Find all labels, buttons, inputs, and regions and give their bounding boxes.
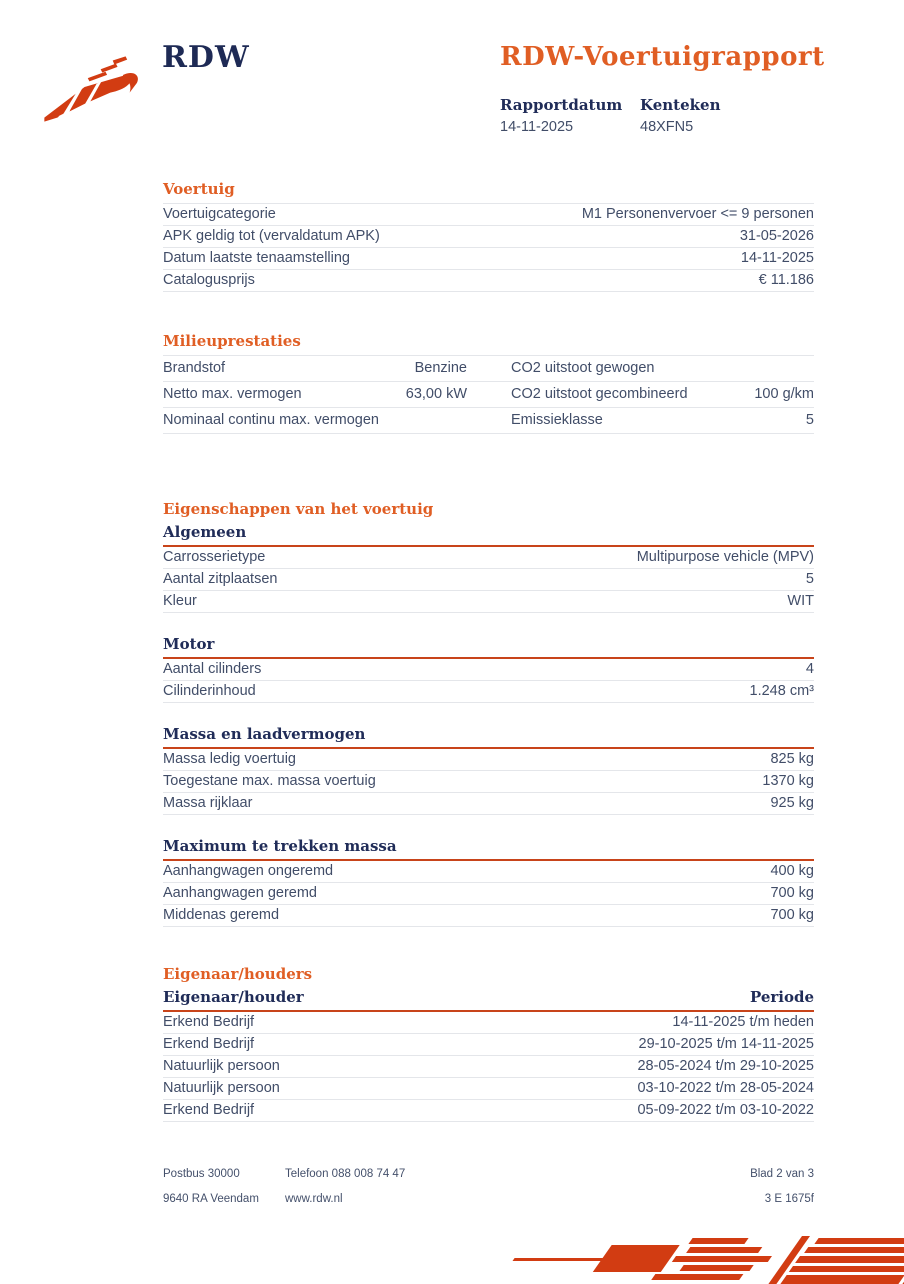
- rdw-feather-icon: [36, 50, 146, 124]
- subsection-title: Algemeen: [163, 523, 814, 547]
- row-label: Voertuigcategorie: [163, 206, 276, 222]
- row-label: Nominaal continu max. vermogen: [163, 412, 379, 428]
- period-cell: 29-10-2025 t/m 14-11-2025: [638, 1036, 814, 1052]
- table-row: [163, 408, 814, 434]
- row-label: Netto max. vermogen: [163, 386, 302, 402]
- owner-cell: Erkend Bedrijf: [163, 1036, 255, 1052]
- row-value: 925 kg: [770, 795, 814, 811]
- row-label: CO2 uitstoot gewogen: [511, 360, 655, 376]
- table-row: [163, 793, 814, 815]
- row-value: 31-05-2026: [739, 228, 814, 244]
- row-value: 5: [805, 571, 814, 587]
- row-label: Cilinderinhoud: [163, 683, 256, 699]
- footer-phone: Telefoon 088 008 74 47: [285, 1168, 406, 1180]
- table-row: [163, 356, 814, 382]
- table-row: [163, 591, 814, 613]
- row-label: APK geldig tot (vervaldatum APK): [163, 228, 380, 244]
- row-value: 700 kg: [770, 885, 814, 901]
- row-label: Aanhangwagen ongeremd: [163, 863, 334, 879]
- report-body: [163, 180, 814, 1122]
- period-cell: 14-11-2025 t/m heden: [672, 1014, 814, 1030]
- page-footer: [163, 1168, 814, 1218]
- period-cell: 05-09-2022 t/m 03-10-2022: [637, 1102, 814, 1118]
- footer-page-number: Blad 2 van 3: [750, 1168, 814, 1180]
- kenteken-block: [640, 96, 780, 135]
- table-row: [163, 270, 814, 292]
- footer-address-line1: Postbus 30000: [163, 1168, 240, 1180]
- row-value: M1 Personenvervoer <= 9 personen: [581, 206, 814, 222]
- row-label: Brandstof: [163, 360, 226, 376]
- report-date-block: [500, 96, 640, 135]
- owner-cell: Erkend Bedrijf: [163, 1102, 255, 1118]
- row-label: Middenas geremd: [163, 907, 280, 923]
- subsection-title: Massa en laadvermogen: [163, 725, 814, 749]
- table-row: [163, 749, 814, 771]
- row-label: Toegestane max. massa voertuig: [163, 773, 376, 789]
- table-row: [163, 1012, 814, 1034]
- row-value: 100 g/km: [754, 386, 814, 402]
- row-label: Aantal cilinders: [163, 661, 262, 677]
- row-label: Datum laatste tenaamstelling: [163, 250, 350, 266]
- table-row: [163, 681, 814, 703]
- row-value: 1.248 cm³: [749, 683, 814, 699]
- row-value: 63,00 kW: [405, 386, 467, 402]
- report-date-label: Rapportdatum: [500, 96, 623, 114]
- subsection-trekken-massa: [163, 837, 814, 927]
- algemeen-table: [163, 547, 814, 613]
- footer-address-line2: 9640 RA Veendam: [163, 1193, 259, 1205]
- table-row: [163, 771, 814, 793]
- rdw-wordmark: RDW: [162, 40, 250, 75]
- table-row: [163, 659, 814, 681]
- table-row: [163, 569, 814, 591]
- owners-table-header: [163, 988, 814, 1012]
- row-value: Multipurpose vehicle (MPV): [636, 549, 814, 565]
- table-row: [163, 226, 814, 248]
- period-cell: 03-10-2022 t/m 28-05-2024: [637, 1080, 814, 1096]
- section-eigenaar-houders: [163, 965, 814, 1122]
- table-row: [163, 861, 814, 883]
- column-header-owner: Eigenaar/houder: [163, 988, 304, 1006]
- row-value: Benzine: [414, 360, 467, 376]
- section-voertuig: [163, 180, 814, 292]
- kenteken-value: 48XFN5: [640, 119, 694, 135]
- subsection-title: Motor: [163, 635, 814, 659]
- table-row: [163, 382, 814, 408]
- table-row: [163, 248, 814, 270]
- row-value: 400 kg: [770, 863, 814, 879]
- footer-form-code: 3 E 1675f: [764, 1193, 814, 1205]
- row-value: 825 kg: [770, 751, 814, 767]
- motor-table: [163, 659, 814, 703]
- row-value: 14-11-2025: [740, 250, 814, 266]
- row-label: Massa rijklaar: [163, 795, 253, 811]
- subsection-motor: [163, 635, 814, 703]
- row-label: Carrosserietype: [163, 549, 266, 565]
- report-meta: [500, 96, 780, 135]
- owners-table: [163, 1012, 814, 1122]
- row-label: Aanhangwagen geremd: [163, 885, 317, 901]
- owner-cell: Natuurlijk persoon: [163, 1080, 280, 1096]
- row-label: CO2 uitstoot gecombineerd: [511, 386, 688, 402]
- section-eigenschappen: [163, 500, 814, 927]
- row-value: 700 kg: [770, 907, 814, 923]
- row-value: 1370 kg: [762, 773, 814, 789]
- footer-website: www.rdw.nl: [285, 1193, 343, 1205]
- section-title: Eigenaar/houders: [163, 965, 313, 983]
- subsection-title: Maximum te trekken massa: [163, 837, 814, 861]
- column-header-period: Periode: [749, 988, 814, 1006]
- subsection-massa: [163, 725, 814, 815]
- owner-cell: Natuurlijk persoon: [163, 1058, 280, 1074]
- row-label: Catalogusprijs: [163, 272, 255, 288]
- row-value: € 11.186: [758, 272, 814, 288]
- kenteken-label: Kenteken: [640, 96, 721, 114]
- row-label: Kleur: [163, 593, 197, 609]
- table-row: [163, 1034, 814, 1056]
- report-title: RDW-Voertuigrapport: [500, 42, 825, 72]
- milieu-table: [163, 355, 814, 434]
- trekken-massa-table: [163, 861, 814, 927]
- table-row: [163, 204, 814, 226]
- table-row: [163, 883, 814, 905]
- period-cell: 28-05-2024 t/m 29-10-2025: [637, 1058, 814, 1074]
- subsection-algemeen: [163, 523, 814, 613]
- table-row: [163, 1056, 814, 1078]
- row-label: Massa ledig voertuig: [163, 751, 296, 767]
- voertuig-table: [163, 203, 814, 292]
- table-row: [163, 905, 814, 927]
- row-value: 4: [805, 661, 814, 677]
- table-row: [163, 1078, 814, 1100]
- row-value: WIT: [787, 593, 814, 609]
- report-date-value: 14-11-2025: [500, 119, 574, 135]
- rdw-stripes-graphic: [492, 1236, 904, 1284]
- table-row: [163, 1100, 814, 1122]
- row-label: Aantal zitplaatsen: [163, 571, 278, 587]
- row-label: Emissieklasse: [511, 412, 603, 428]
- section-title: Voertuig: [163, 180, 235, 198]
- table-row: [163, 547, 814, 569]
- massa-table: [163, 749, 814, 815]
- owner-cell: Erkend Bedrijf: [163, 1014, 255, 1030]
- row-value: 5: [805, 412, 814, 428]
- section-title: Eigenschappen van het voertuig: [163, 500, 434, 518]
- section-title: Milieuprestaties: [163, 332, 301, 350]
- section-milieuprestaties: [163, 332, 814, 434]
